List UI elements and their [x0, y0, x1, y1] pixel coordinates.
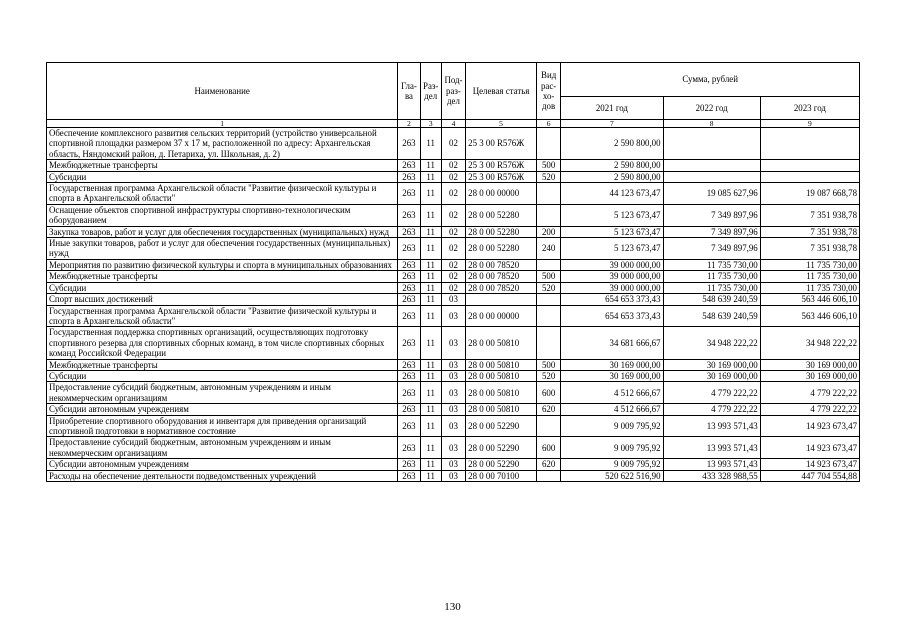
row-razdel: 11: [420, 437, 441, 459]
header-sum: Сумма, рублей: [561, 63, 860, 97]
row-target: 28 0 00 78520: [466, 282, 537, 293]
row-podrazdel: 03: [441, 370, 465, 381]
row-glava: 263: [398, 171, 420, 182]
row-sum-2023: 7 351 938,78: [760, 226, 859, 237]
budget-table: [46, 62, 860, 482]
row-name: Межбюджетные трансферты: [47, 359, 398, 370]
column-number: 7: [561, 120, 663, 128]
row-sum-2022: 7 349 897,96: [663, 238, 760, 260]
row-sum-2023: 11 735 730,00: [760, 271, 859, 282]
row-podrazdel: 02: [441, 282, 465, 293]
table-row: [47, 259, 860, 270]
table-row: [47, 183, 860, 205]
row-razdel: 11: [420, 171, 441, 182]
row-sum-2022: 13 993 571,43: [663, 459, 760, 470]
row-podrazdel: 02: [441, 259, 465, 270]
row-sum-2023: 11 735 730,00: [760, 259, 859, 270]
row-glava: 263: [398, 259, 420, 270]
row-sum-2021: 39 000 000,00: [561, 282, 663, 293]
row-sum-2021: 39 000 000,00: [561, 271, 663, 282]
row-glava: 263: [398, 459, 420, 470]
row-sum-2021: 5 123 673,47: [561, 238, 663, 260]
column-number: 6: [536, 120, 560, 128]
row-sum-2022: [663, 160, 760, 171]
row-sum-2023: [760, 160, 859, 171]
row-vid: 520: [536, 370, 560, 381]
row-razdel: 11: [420, 271, 441, 282]
row-sum-2021: 4 512 666,67: [561, 404, 663, 415]
row-sum-2022: 4 779 222,22: [663, 382, 760, 404]
table-header: [47, 63, 860, 128]
row-glava: 263: [398, 470, 420, 481]
row-name: Субсидии: [47, 370, 398, 381]
row-razdel: 11: [420, 370, 441, 381]
table-row: [47, 404, 860, 415]
table-row: [47, 370, 860, 381]
row-glava: 263: [398, 271, 420, 282]
row-razdel: 11: [420, 415, 441, 437]
row-name: Приобретение спортивного оборудования и инвентаря для приведения организаций спортивной подготовки в нормативное состояние: [47, 415, 398, 437]
row-vid: 620: [536, 459, 560, 470]
row-sum-2023: 14 923 673,47: [760, 437, 859, 459]
column-number: 3: [420, 120, 441, 128]
row-sum-2023: 563 446 606,10: [760, 294, 859, 305]
row-target: 28 0 00 78520: [466, 259, 537, 270]
row-sum-2021: 654 653 373,43: [561, 305, 663, 327]
row-name: Обеспечение комплексного развития сельских территорий (устройство универсальной спортивной площадки размером 37 х 17 м, расположенной по адресу: Архангельская область, Няндомский район, д. Петариха, ул. Школьная, д. 2): [47, 128, 398, 160]
row-sum-2021: 2 590 800,00: [561, 171, 663, 182]
row-razdel: 11: [420, 160, 441, 171]
row-sum-2023: 19 087 668,78: [760, 183, 859, 205]
row-sum-2021: 44 123 673,47: [561, 183, 663, 205]
row-podrazdel: 03: [441, 305, 465, 327]
row-podrazdel: 03: [441, 437, 465, 459]
row-name: Расходы на обеспечение деятельности подведомственных учреждений: [47, 470, 398, 481]
row-sum-2021: 5 123 673,47: [561, 204, 663, 226]
row-sum-2023: [760, 128, 859, 160]
row-sum-2023: 30 169 000,00: [760, 359, 859, 370]
row-sum-2021: 654 653 373,43: [561, 294, 663, 305]
row-sum-2022: 13 993 571,43: [663, 415, 760, 437]
row-glava: 263: [398, 238, 420, 260]
row-target: 28 0 00 50810: [466, 370, 537, 381]
row-sum-2021: 5 123 673,47: [561, 226, 663, 237]
row-target: 28 0 00 52280: [466, 226, 537, 237]
row-target: 25 3 00 R576Ж: [466, 128, 537, 160]
row-sum-2021: 9 009 795,92: [561, 459, 663, 470]
row-vid: 200: [536, 226, 560, 237]
row-podrazdel: 03: [441, 459, 465, 470]
row-vid: [536, 183, 560, 205]
row-sum-2023: 447 704 554,88: [760, 470, 859, 481]
table-row: [47, 459, 860, 470]
row-vid: 520: [536, 282, 560, 293]
row-target: [466, 294, 537, 305]
row-vid: [536, 294, 560, 305]
header-glava: Гла-ва: [398, 63, 420, 120]
table-row: [47, 282, 860, 293]
row-podrazdel: 03: [441, 404, 465, 415]
header-vid: Вид рас-хо-дов: [536, 63, 560, 120]
row-sum-2022: 30 169 000,00: [663, 359, 760, 370]
row-glava: 263: [398, 327, 420, 359]
header-podrazdel: Под-раз-дел: [441, 63, 465, 120]
row-razdel: 11: [420, 359, 441, 370]
row-vid: 240: [536, 238, 560, 260]
row-glava: 263: [398, 415, 420, 437]
row-glava: 263: [398, 204, 420, 226]
row-sum-2021: 9 009 795,92: [561, 437, 663, 459]
row-sum-2023: [760, 171, 859, 182]
row-name: Межбюджетные трансферты: [47, 160, 398, 171]
row-vid: [536, 327, 560, 359]
row-sum-2023: 34 948 222,22: [760, 327, 859, 359]
row-sum-2023: 4 779 222,22: [760, 404, 859, 415]
row-razdel: 11: [420, 204, 441, 226]
header-2023: 2023 год: [760, 97, 859, 120]
row-razdel: 11: [420, 305, 441, 327]
row-podrazdel: 03: [441, 327, 465, 359]
row-glava: 263: [398, 382, 420, 404]
row-sum-2022: 4 779 222,22: [663, 404, 760, 415]
row-sum-2021: 34 681 666,67: [561, 327, 663, 359]
row-podrazdel: 02: [441, 238, 465, 260]
row-target: 28 0 00 00000: [466, 183, 537, 205]
row-razdel: 11: [420, 128, 441, 160]
row-razdel: 11: [420, 226, 441, 237]
row-name: Субсидии: [47, 282, 398, 293]
table-row: [47, 226, 860, 237]
row-glava: 263: [398, 359, 420, 370]
row-podrazdel: 03: [441, 470, 465, 481]
header-razdel: Раз-дел: [420, 63, 441, 120]
row-razdel: 11: [420, 238, 441, 260]
column-number: 1: [47, 120, 398, 128]
row-sum-2022: 7 349 897,96: [663, 226, 760, 237]
row-sum-2022: 34 948 222,22: [663, 327, 760, 359]
row-target: 25 3 00 R576Ж: [466, 160, 537, 171]
row-podrazdel: 03: [441, 415, 465, 437]
row-sum-2023: 11 735 730,00: [760, 282, 859, 293]
row-vid: [536, 470, 560, 481]
row-sum-2022: 11 735 730,00: [663, 282, 760, 293]
row-podrazdel: 02: [441, 183, 465, 205]
row-vid: 520: [536, 171, 560, 182]
row-sum-2022: 11 735 730,00: [663, 271, 760, 282]
row-razdel: 11: [420, 259, 441, 270]
table-row: [47, 294, 860, 305]
row-razdel: 11: [420, 382, 441, 404]
row-glava: 263: [398, 160, 420, 171]
column-numbers-row: [47, 120, 860, 128]
row-target: 28 0 00 00000: [466, 305, 537, 327]
row-vid: [536, 305, 560, 327]
row-sum-2023: 7 351 938,78: [760, 238, 859, 260]
row-sum-2021: 4 512 666,67: [561, 382, 663, 404]
row-sum-2022: 548 639 240,59: [663, 305, 760, 327]
row-podrazdel: 02: [441, 204, 465, 226]
row-name: Государственная программа Архангельской области "Развитие физической культуры и спорта в Архангельской области": [47, 183, 398, 205]
row-name: Мероприятия по развитию физической культуры и спорта в муниципальных образованиях: [47, 259, 398, 270]
row-sum-2021: 2 590 800,00: [561, 160, 663, 171]
table-row: [47, 171, 860, 182]
row-glava: 263: [398, 128, 420, 160]
row-target: 28 0 00 52280: [466, 204, 537, 226]
row-sum-2022: [663, 171, 760, 182]
row-glava: 263: [398, 437, 420, 459]
row-glava: 263: [398, 226, 420, 237]
row-target: 28 0 00 50810: [466, 359, 537, 370]
page-number: 130: [444, 601, 461, 613]
table-row: [47, 204, 860, 226]
row-name: Спорт высших достижений: [47, 294, 398, 305]
row-vid: 600: [536, 382, 560, 404]
header-2022: 2022 год: [663, 97, 760, 120]
row-sum-2022: 7 349 897,96: [663, 204, 760, 226]
header-name: Наименование: [47, 63, 398, 120]
row-target: 28 0 00 52290: [466, 415, 537, 437]
header-target: Целевая статья: [466, 63, 537, 120]
row-razdel: 11: [420, 183, 441, 205]
table-row: [47, 327, 860, 359]
row-glava: 263: [398, 282, 420, 293]
row-target: 28 0 00 78520: [466, 271, 537, 282]
row-target: 28 0 00 50810: [466, 382, 537, 404]
table-row: [47, 382, 860, 404]
row-vid: [536, 204, 560, 226]
table-row: [47, 305, 860, 327]
row-sum-2021: 520 622 516,90: [561, 470, 663, 481]
row-podrazdel: 02: [441, 128, 465, 160]
row-sum-2023: 7 351 938,78: [760, 204, 859, 226]
row-sum-2023: 30 169 000,00: [760, 370, 859, 381]
row-podrazdel: 03: [441, 359, 465, 370]
row-name: Закупка товаров, работ и услуг для обеспечения государственных (муниципальных) нужд: [47, 226, 398, 237]
column-number: 9: [760, 120, 859, 128]
row-sum-2022: 19 085 627,96: [663, 183, 760, 205]
row-sum-2022: 13 993 571,43: [663, 437, 760, 459]
row-sum-2022: 11 735 730,00: [663, 259, 760, 270]
row-glava: 263: [398, 370, 420, 381]
row-vid: 500: [536, 359, 560, 370]
row-target: 28 0 00 50810: [466, 327, 537, 359]
row-glava: 263: [398, 294, 420, 305]
row-name: Государственная поддержка спортивных организаций, осуществляющих подготовку спортивного резерва для спортивных сборных команд, в том числе спортивных сборных команд Российской Федерации: [47, 327, 398, 359]
row-name: Предоставление субсидий бюджетным, автономным учреждениям и иным некоммерческим организациям: [47, 437, 398, 459]
row-target: 28 0 00 70100: [466, 470, 537, 481]
table-row: [47, 271, 860, 282]
row-glava: 263: [398, 305, 420, 327]
row-podrazdel: 02: [441, 160, 465, 171]
row-sum-2022: 433 328 988,55: [663, 470, 760, 481]
row-glava: 263: [398, 183, 420, 205]
row-vid: [536, 259, 560, 270]
table-row: [47, 415, 860, 437]
row-name: Предоставление субсидий бюджетным, автономным учреждениям и иным некоммерческим организациям: [47, 382, 398, 404]
row-podrazdel: 02: [441, 271, 465, 282]
table-row: [47, 470, 860, 481]
row-name: Оснащение объектов спортивной инфраструктуры спортивно-технологическим оборудованием: [47, 204, 398, 226]
row-glava: 263: [398, 404, 420, 415]
column-number: 2: [398, 120, 420, 128]
row-vid: 500: [536, 160, 560, 171]
row-razdel: 11: [420, 459, 441, 470]
column-number: 5: [466, 120, 537, 128]
row-sum-2023: 14 923 673,47: [760, 459, 859, 470]
table-body: [47, 128, 860, 482]
row-razdel: 11: [420, 404, 441, 415]
column-number: 4: [441, 120, 465, 128]
row-podrazdel: 02: [441, 171, 465, 182]
row-name: Иные закупки товаров, работ и услуг для обеспечения государственных (муниципальных) нужд: [47, 238, 398, 260]
row-sum-2021: 30 169 000,00: [561, 359, 663, 370]
row-razdel: 11: [420, 470, 441, 481]
table-row: [47, 160, 860, 171]
row-vid: [536, 128, 560, 160]
row-name: Субсидии автономным учреждениям: [47, 404, 398, 415]
row-name: Субсидии автономным учреждениям: [47, 459, 398, 470]
row-razdel: 11: [420, 294, 441, 305]
row-sum-2021: 9 009 795,92: [561, 415, 663, 437]
header-2021: 2021 год: [561, 97, 663, 120]
row-sum-2022: 548 639 240,59: [663, 294, 760, 305]
row-sum-2023: 14 923 673,47: [760, 415, 859, 437]
table-row: [47, 238, 860, 260]
row-name: Государственная программа Архангельской области "Развитие физической культуры и спорта в Архангельской области": [47, 305, 398, 327]
row-vid: 600: [536, 437, 560, 459]
row-target: 25 3 00 R576Ж: [466, 171, 537, 182]
row-sum-2021: 30 169 000,00: [561, 370, 663, 381]
row-sum-2022: [663, 128, 760, 160]
row-name: Субсидии: [47, 171, 398, 182]
row-sum-2023: 4 779 222,22: [760, 382, 859, 404]
row-sum-2022: 30 169 000,00: [663, 370, 760, 381]
row-podrazdel: 02: [441, 226, 465, 237]
row-vid: 500: [536, 271, 560, 282]
table-row: [47, 128, 860, 160]
column-number: 8: [663, 120, 760, 128]
table-row: [47, 437, 860, 459]
row-sum-2021: 2 590 800,00: [561, 128, 663, 160]
row-target: 28 0 00 52290: [466, 459, 537, 470]
row-razdel: 11: [420, 282, 441, 293]
row-target: 28 0 00 52280: [466, 238, 537, 260]
table-row: [47, 359, 860, 370]
row-sum-2023: 563 446 606,10: [760, 305, 859, 327]
row-target: 28 0 00 52290: [466, 437, 537, 459]
row-podrazdel: 03: [441, 294, 465, 305]
row-podrazdel: 03: [441, 382, 465, 404]
row-name: Межбюджетные трансферты: [47, 271, 398, 282]
row-razdel: 11: [420, 327, 441, 359]
row-target: 28 0 00 50810: [466, 404, 537, 415]
row-vid: [536, 415, 560, 437]
row-vid: 620: [536, 404, 560, 415]
row-sum-2021: 39 000 000,00: [561, 259, 663, 270]
